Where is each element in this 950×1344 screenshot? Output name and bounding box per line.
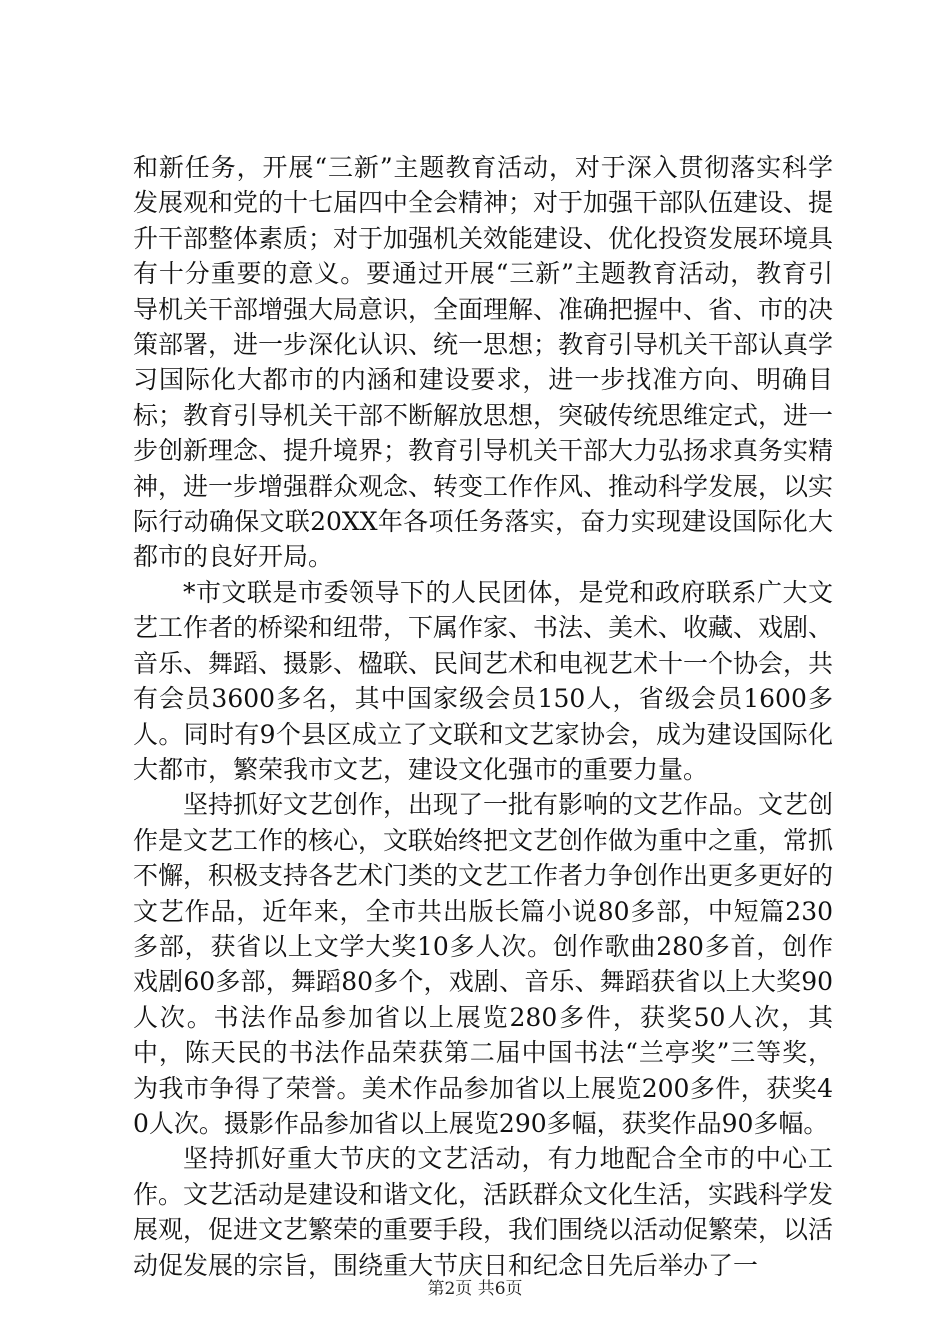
paragraph-festival-activities: 坚持抓好重大节庆的文艺活动，有力地配合全市的中心工作。文艺活动是建设和谐文化，活跃群众文化生活，实践科学发展观，促进文艺繁荣的重要手段，我们围绕以活动促繁荣，以活动促发展的宗旨，围绕重大节庆日和纪念日先后举办了一 <box>133 1144 834 1280</box>
paragraph-literary-creation: 坚持抓好文艺创作，出现了一批有影响的文艺作品。文艺创作是文艺工作的核心，文联始终把文艺创作做为重中之重，常抓不懈，积极支持各艺术门类的文艺工作者力争创作出更多更好的文艺作品，近年来，全市共出版长篇小说80多部，中短篇230多部，获省以上文学大奖10多人次。创作歌曲280多首，创作戏剧60多部，舞蹈80多个，戏剧、音乐、舞蹈获省以上大奖90人次。书法作品参加省以上展览280多件，获奖50人次，其中，陈天民的书法作品荣获第二届中国书法“兰亭奖”三等奖，为我市争得了荣誉。美术作品参加省以上展览200多件，获奖40人次。摄影作品参加省以上展览290多幅，获奖作品90多幅。 <box>133 790 834 1138</box>
page-number-footer: 第2页 共6页 <box>427 1279 523 1299</box>
paragraph-continuation: 和新任务，开展“三新”主题教育活动，对于深入贯彻落实科学发展观和党的十七届四中全会精神；对于加强干部队伍建设、提升干部整体素质；对于加强机关效能建设、优化投资发展环境具有十分重要的意义。要通过开展“三新”主题教育活动，教育引导机关干部增强大局意识，全面理解、准确把握中、省、市的决策部署，进一步深化认识、统一思想；教育引导机关干部认真学习国际化大都市的内涵和建设要求，进一步找准方向、明确目标；教育引导机关干部不断解放思想，突破传统思维定式，进一步创新理念、提升境界；教育引导机关干部大力弘扬求真务实精神，进一步增强群众观念、转变工作作风、推动科学发展，以实际行动确保文联20XX年各项任务落实，奋力实现建设国际化大都市的良好开局。 <box>133 153 834 572</box>
document-body <box>133 150 833 1283</box>
paragraph-federation-intro: *市文联是市委领导下的人民团体，是党和政府联系广大文艺工作者的桥梁和纽带，下属作家、书法、美术、收藏、戏剧、音乐、舞蹈、摄影、楹联、民间艺术和电视艺术十一个协会，共有会员3600多名，其中国家级会员150人，省级会员1600多人。同时有9个县区成立了文联和文艺家协会，成为建设国际化大都市，繁荣我市文艺，建设文化强市的重要力量。 <box>133 577 834 784</box>
